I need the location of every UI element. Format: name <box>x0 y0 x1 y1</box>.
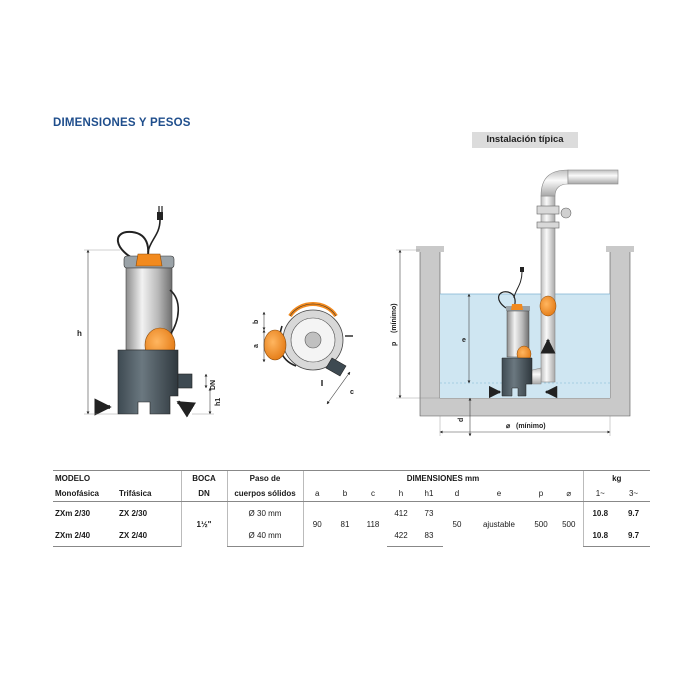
header-dn: DN <box>181 485 227 502</box>
cell-h1: 83 <box>415 524 443 547</box>
cell-kg3: 9.7 <box>617 524 650 547</box>
header-modelo: MODELO <box>53 471 181 486</box>
header-trifasica: Trifásica <box>117 485 181 502</box>
dimensions-weights-table <box>53 470 650 547</box>
installation-diagram <box>391 170 634 436</box>
dim-diameter-minimo: (mínimo) <box>516 423 546 430</box>
header-paso-2: cuerpos sólidos <box>227 485 303 502</box>
header-boca: BOCA <box>181 471 227 486</box>
dim-diameter-symbol: ⌀ <box>506 423 511 430</box>
table-row <box>53 502 650 525</box>
header-kg-1: 1~ <box>583 485 617 502</box>
cell-h: 412 <box>394 508 408 518</box>
cell-paso: Ø 30 mm <box>227 502 303 525</box>
cell-paso: Ø 40 mm <box>227 524 303 547</box>
header-col-h: h <box>387 485 415 502</box>
cell-h: 422 <box>387 524 415 547</box>
cell-e: ajustable <box>482 519 516 529</box>
dim-e-label: e <box>462 337 466 344</box>
table-header-row-2 <box>53 485 650 502</box>
cell-c: 118 <box>366 519 380 529</box>
dim-p-label: p <box>391 341 398 346</box>
cell-mono: ZXm 2/40 <box>53 524 117 547</box>
pump-front-view <box>77 206 222 414</box>
cell-mono: ZXm 2/30 <box>55 508 91 518</box>
header-col-b: b <box>331 485 359 502</box>
section-title: DIMENSIONES Y PESOS <box>53 117 191 129</box>
installation-label: Instalación típica <box>472 132 578 148</box>
cell-diam: 500 <box>562 519 576 529</box>
header-col-d: d <box>443 485 471 502</box>
dim-c-label: c <box>350 389 354 396</box>
dim-h-label: h <box>77 329 82 338</box>
header-kg-3: 3~ <box>617 485 650 502</box>
cell-kg3: 9.7 <box>627 508 640 518</box>
header-col-diam: ⌀ <box>555 485 583 502</box>
header-col-p: p <box>527 485 555 502</box>
header-col-a: a <box>303 485 331 502</box>
header-col-e: e <box>471 485 527 502</box>
dim-dn-label: DN <box>210 379 217 390</box>
cell-dn: 1½" <box>181 502 227 547</box>
cell-d: 50 <box>452 519 462 529</box>
table-header-row-1 <box>53 471 650 486</box>
cell-h1: 73 <box>424 508 434 518</box>
cell-tri: ZX 2/30 <box>119 508 148 518</box>
header-col-c: c <box>359 485 387 502</box>
header-kg: kg <box>583 471 650 486</box>
dim-p-minimo-label: (mínimo) <box>391 303 398 333</box>
header-paso-1: Paso de <box>227 471 303 486</box>
cell-b: 81 <box>340 519 350 529</box>
dim-a-label: a <box>253 344 260 348</box>
cell-p: 500 <box>534 519 548 529</box>
cell-kg1: 10.8 <box>583 502 617 525</box>
dim-h1-label: h1 <box>215 397 222 406</box>
cell-kg1: 10.8 <box>583 524 617 547</box>
pump-top-view <box>253 304 354 404</box>
dim-d-label: d <box>458 417 465 422</box>
header-monofasica: Monofásica <box>53 485 117 502</box>
dim-b-label: b <box>253 319 260 324</box>
header-dimensiones: DIMENSIONES mm <box>303 471 583 486</box>
cell-a: 90 <box>303 502 331 547</box>
cell-tri: ZX 2/40 <box>117 524 181 547</box>
header-col-h1: h1 <box>415 485 443 502</box>
